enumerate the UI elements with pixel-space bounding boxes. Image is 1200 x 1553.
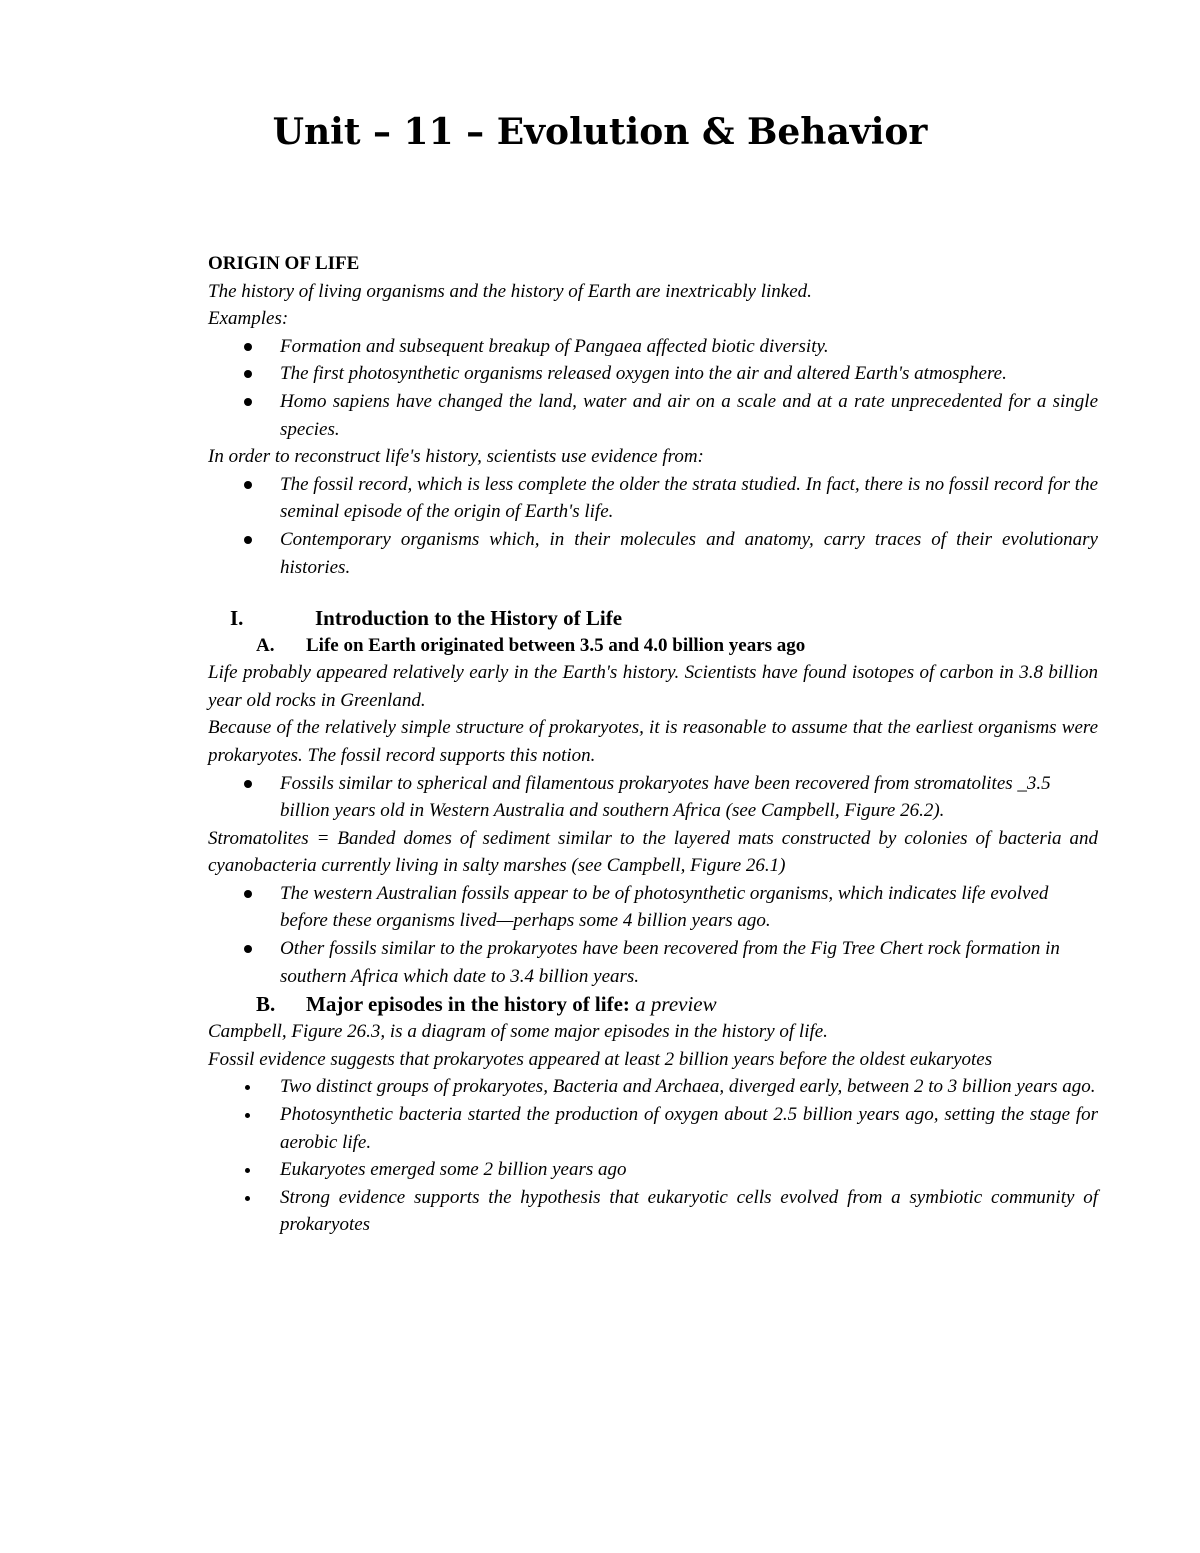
bullet-icon <box>245 1113 250 1118</box>
list-item: Fossils similar to spherical and filamentous prokaryotes have been recovered from stromatolites _3.5 billion years old in Western Australia and southern Africa (see Campbell, Figure 26.2). <box>208 770 1098 825</box>
evidence-list <box>208 471 1098 581</box>
subA-list-1 <box>208 770 1098 825</box>
subB-list <box>208 1073 1098 1239</box>
subA-list-2 <box>208 880 1098 990</box>
subB-para2: Fossil evidence suggests that prokaryotes appeared at least 2 billion years before the oldest eukaryotes <box>208 1048 993 1070</box>
section-1-heading: I. Introduction to the History of Life <box>208 603 1098 633</box>
subA-para3: Stromatolites = Banded domes of sediment similar to the layered mats constructed by colonies of bacteria and cyanobacteria currently living in salty marshes (see Campbell, Figure 26.1) <box>208 827 1098 877</box>
document-body <box>208 250 1098 1239</box>
page-title: Unit – 11 – Evolution & Behavior <box>272 111 928 153</box>
subA-para1: Life probably appeared relatively early in the Earth's history. Scientists have found isotopes of carbon in 3.8 billion year old rocks in Greenland. <box>208 662 1098 711</box>
list-item: Contemporary organisms which, in their molecules and anatomy, carry traces of their evolutionary histories. <box>208 526 1098 581</box>
list-item: Photosynthetic bacteria started the production of oxygen about 2.5 billion years ago, setting the stage for aerobic life. <box>208 1101 1098 1156</box>
origin-intro: The history of living organisms and the history of Earth are inextricably linked. <box>208 280 812 302</box>
evidence-intro: In order to reconstruct life's history, scientists use evidence from: <box>208 446 704 468</box>
bullet-icon <box>244 780 252 788</box>
examples-list <box>208 333 1098 443</box>
subB-para1: Campbell, Figure 26.3, is a diagram of some major episodes in the history of life. <box>208 1021 828 1043</box>
bullet-icon <box>245 1085 250 1090</box>
bullet-icon <box>244 370 252 378</box>
bullet-icon <box>245 1168 250 1173</box>
list-item: Strong evidence supports the hypothesis that eukaryotic cells evolved from a symbiotic community of prokaryotes <box>208 1184 1098 1239</box>
list-item: The fossil record, which is less complete the older the strata studied. In fact, there is no fossil record for the seminal episode of the origin of Earth's life. <box>208 471 1098 526</box>
bullet-icon <box>244 945 252 953</box>
list-item: Formation and subsequent breakup of Pangaea affected biotic diversity. <box>208 333 1098 361</box>
bullet-icon <box>244 890 252 898</box>
list-item: Two distinct groups of prokaryotes, Bacteria and Archaea, diverged early, between 2 to 3 billion years ago. <box>208 1073 1098 1101</box>
bullet-icon <box>244 536 252 544</box>
bullet-icon <box>244 398 252 406</box>
subsection-letter: A. <box>256 635 275 657</box>
list-item: Homo sapiens have changed the land, water and air on a scale and at a rate unprecedented for a single species. <box>208 388 1098 443</box>
bullet-icon <box>245 1196 250 1201</box>
subsection-a-heading: A. Life on Earth originated between 3.5 and 4.0 billion years ago <box>208 633 1098 659</box>
list-item: Eukaryotes emerged some 2 billion years ago <box>208 1156 1098 1184</box>
bullet-icon <box>244 481 252 489</box>
section-number: I. <box>230 606 244 631</box>
examples-label: Examples: <box>208 308 289 330</box>
bullet-icon <box>244 343 252 351</box>
list-item: Other fossils similar to the prokaryotes have been recovered from the Fig Tree Chert rock formation in southern Africa which date to 3.4 billion years. <box>208 935 1098 990</box>
origin-heading: ORIGIN OF LIFE <box>208 253 360 274</box>
subsection-letter: B. <box>256 992 276 1017</box>
subsection-b-heading: B. Major episodes in the history of life: a preview <box>256 992 717 1017</box>
subA-para2: Because of the relatively simple structure of prokaryotes, it is reasonable to assume that the earliest organisms were prokaryotes. The fossil record supports this notion. <box>208 717 1098 766</box>
list-item: The first photosynthetic organisms released oxygen into the air and altered Earth's atmosphere. <box>208 360 1098 388</box>
list-item: The western Australian fossils appear to be of photosynthetic organisms, which indicates life evolved before these organisms lived—perhaps some 4 billion years ago. <box>208 880 1098 935</box>
